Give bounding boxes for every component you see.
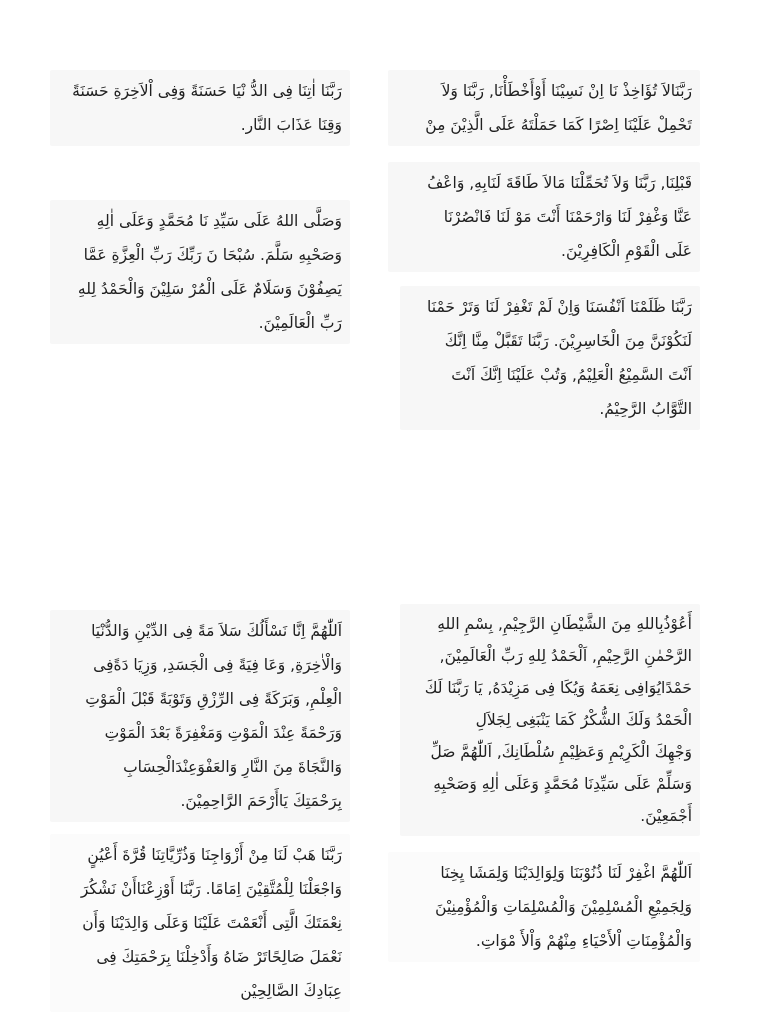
text-line: وَرَحْمَةً عِنْدَ الْمَوْتِ وَمَغْفِرَةً بَعْدَ الْمَوْتِ <box>104 724 342 742</box>
text-line: وَالنَّجَاةَ مِنَ النَّارِ وَالعَفْوَعِنْدَالْحِسَابِ <box>123 758 342 776</box>
text-line: رَبَّنَا ظَلَمْنَا اَنْفُسَنَا وَاِنْ لَمْ تَغْفِرْ لَنَا وَتَرْ حَمْنَا <box>427 298 692 316</box>
text-line: اَللّٰهُمَّ اِنَّا نَسْأَلُكَ سَلاَ مَةً فِى الدِّيْنِ وَالدُّنْيَا <box>91 622 342 640</box>
text-line: أَجْمَعِيْنَ. <box>640 807 692 825</box>
text-line: عِبَادِكَ الصَّالِحِيْن <box>240 982 342 1000</box>
text-line: عَنَّا وَغْفِرْ لَنَا وَارْحَمْنَا أَنْتَ مَوْ لَنَا فَانْصُرْنَا <box>443 208 692 226</box>
text-line: رَبَّنَا هَبْ لَنَا مِنْ أَزْوَاجِنَا وَذُرِّيَّاتِنَا قُرَّةَ أَعْيُنٍ <box>87 846 342 864</box>
text-line: نِعْمَتَكَ الَّتِى أَنْعَمْتَ عَلَيْنَا وَعَلَى وَالِدَيْنَا وَأَن <box>82 914 342 932</box>
prayer-block-allahumma-innaa <box>50 610 350 822</box>
text-line: رَبَّنَا اٰتِنَا فِى الدُّ نْيَا حَسَنَةً وَفِى اْلاَخِرَةِ حَسَنَةً <box>72 82 342 100</box>
text-line: الْحَمْدُ وَلَكَ الشُّكْرُ كَمَا يَنْبَغِى لِجَلاَلِ <box>475 711 692 729</box>
prayer-block-audhubillah <box>400 604 700 836</box>
text-line: الْعِلْمِ, وَبَرَكَةً فِى الرِّزْقِ وَتَوْبَةً قَبْلَ الْمَوْتِ <box>85 690 342 708</box>
text-line: وَالْمُؤْمِنَاتِ اْلأَحْيَاءِ مِنْهُمْ وَاْلأَ مْوَاتِ. <box>475 932 692 950</box>
text-line: وَاجْعَلْنَا لِلْمُتَّقِيْنَ اِمَامًا. رَبَّنَا أَوْزِعْنَاأَنْ نَشْكُرَ <box>80 880 342 898</box>
text-line: وَصَحْبِهِ سَلَّمَ. سُبْحَا نَ رَبِّكَ رَبِّ الْعِزَّةِ عَمَّا <box>83 246 342 264</box>
prayer-block-rabbana-la-tuakhidhna <box>388 70 700 146</box>
prayer-block-rabbana-atina <box>50 70 350 146</box>
text-line: قَبْلِنَا, رَبَّنَا وَلاَ تُحَمِّلْنَا مَالاَ طَاقَةَ لَنَابِهِ, وَاعْفُ <box>427 174 692 192</box>
text-line: وَقِنَا عَذَابَ النَّار. <box>240 116 342 134</box>
text-line: وَصَلَّى اللهُ عَلَى سَيِّدِ نَا مُحَمَّدٍ وَعَلَى اٰلِهِ <box>96 212 342 230</box>
text-line: اَنْتَ السَّمِيْعُ الْعَلِيْمُ, وَتُبْ عَلَيْنَا اِنَّكَ اَنْتَ <box>451 366 692 384</box>
text-line: لَنَكُوْنَنَّ مِنَ الْخَاسِرِيْنَ. رَبَّنَا تَقَبَّلْ مِنَّا اِنَّكَ <box>444 332 692 350</box>
text-line: وَجْهِكَ الْكَرِيْمِ وَعَظِيْمِ سُلْطَانِكَ, اَللّٰهُمَّ صَلِّ <box>430 743 692 761</box>
text-line: وَلِجَمِيْعِ الْمُسْلِمِيْنَ وَالْمُسْلِمَاتِ وَالْمُؤْمِنِيْنَ <box>435 898 692 916</box>
text-line: اَللّٰهُمَّ اغْفِرْ لَنَا ذُنُوْبَنَا وَلِوَالِدَيْنَا وَلِمَشَا يِخِنَا <box>440 864 692 882</box>
text-line: نَعْمَلَ صَالِحًاتَرْ ضَاهُ وَأَدْخِلْنَا بِرَحْمَتِكَ فِى <box>96 948 342 966</box>
text-line: التَّوَّابُ الرَّحِيْمُ. <box>599 400 692 418</box>
prayer-block-qablina <box>388 162 700 272</box>
text-line: وَالْاٰخِرَةِ, وَعَا فِيَةً فِى الْجَسَدِ, وَزِيَا دَةًفِى <box>93 656 342 674</box>
text-line: تَحْمِلْ عَلَيْنَا اِصْرًا كَمَا حَمَلْتَهُ عَلَى الَّذِيْنَ مِنْ <box>425 116 692 134</box>
prayer-block-rabbana-hab-lana <box>50 834 350 1012</box>
text-line: رَبِّ الْعَالَمِيْنَ. <box>258 314 342 332</box>
text-line: يَصِفُوْنَ وَسَلَامٌ عَلَى الْمُرْ سَلِيْنَ وَالْحَمْدُ لِلهِ <box>77 280 342 298</box>
text-line: حَمْدًايُوَافِى نِعَمَهُ وَيُكَا فِى مَزِيْدَهُ, يَا رَبَّنَا لَكَ <box>424 679 692 697</box>
text-line: عَلَى الْقَوْمِ الْكَافِرِيْنَ. <box>561 242 692 260</box>
prayer-block-rabbana-dhalamna <box>400 286 700 430</box>
text-line: وَسَلِّمْ عَلَى سَيِّدِنَا مُحَمَّدٍ وَعَلَى اٰلِهِ وَصَحْبِهِ <box>433 775 692 793</box>
prayer-block-salawat-closing <box>50 200 350 344</box>
text-line: رَبَّنَالاَ تُؤَاخِذْ نَا اِنْ نَسِيْنَا أَوْأَخْطَأْنَا, رَبَّنَا وَلاَ <box>441 82 692 100</box>
text-line: الرَّحْمٰنِ الرَّحِيْمِ, اَلْحَمْدُ لِلهِ رَبِّ الْعَالَمِيْنَ, <box>439 647 692 665</box>
prayer-block-allahumma-ighfir <box>388 852 700 962</box>
text-line: بِرَحْمَتِكَ يَاأَرْحَمَ الرَّاحِمِيْنَ. <box>180 792 342 810</box>
text-line: أَعُوْذُبِاللهِ مِنَ الشَّيْطَانِ الرَّجِيْمِ, بِسْمِ اللهِ <box>437 615 692 633</box>
